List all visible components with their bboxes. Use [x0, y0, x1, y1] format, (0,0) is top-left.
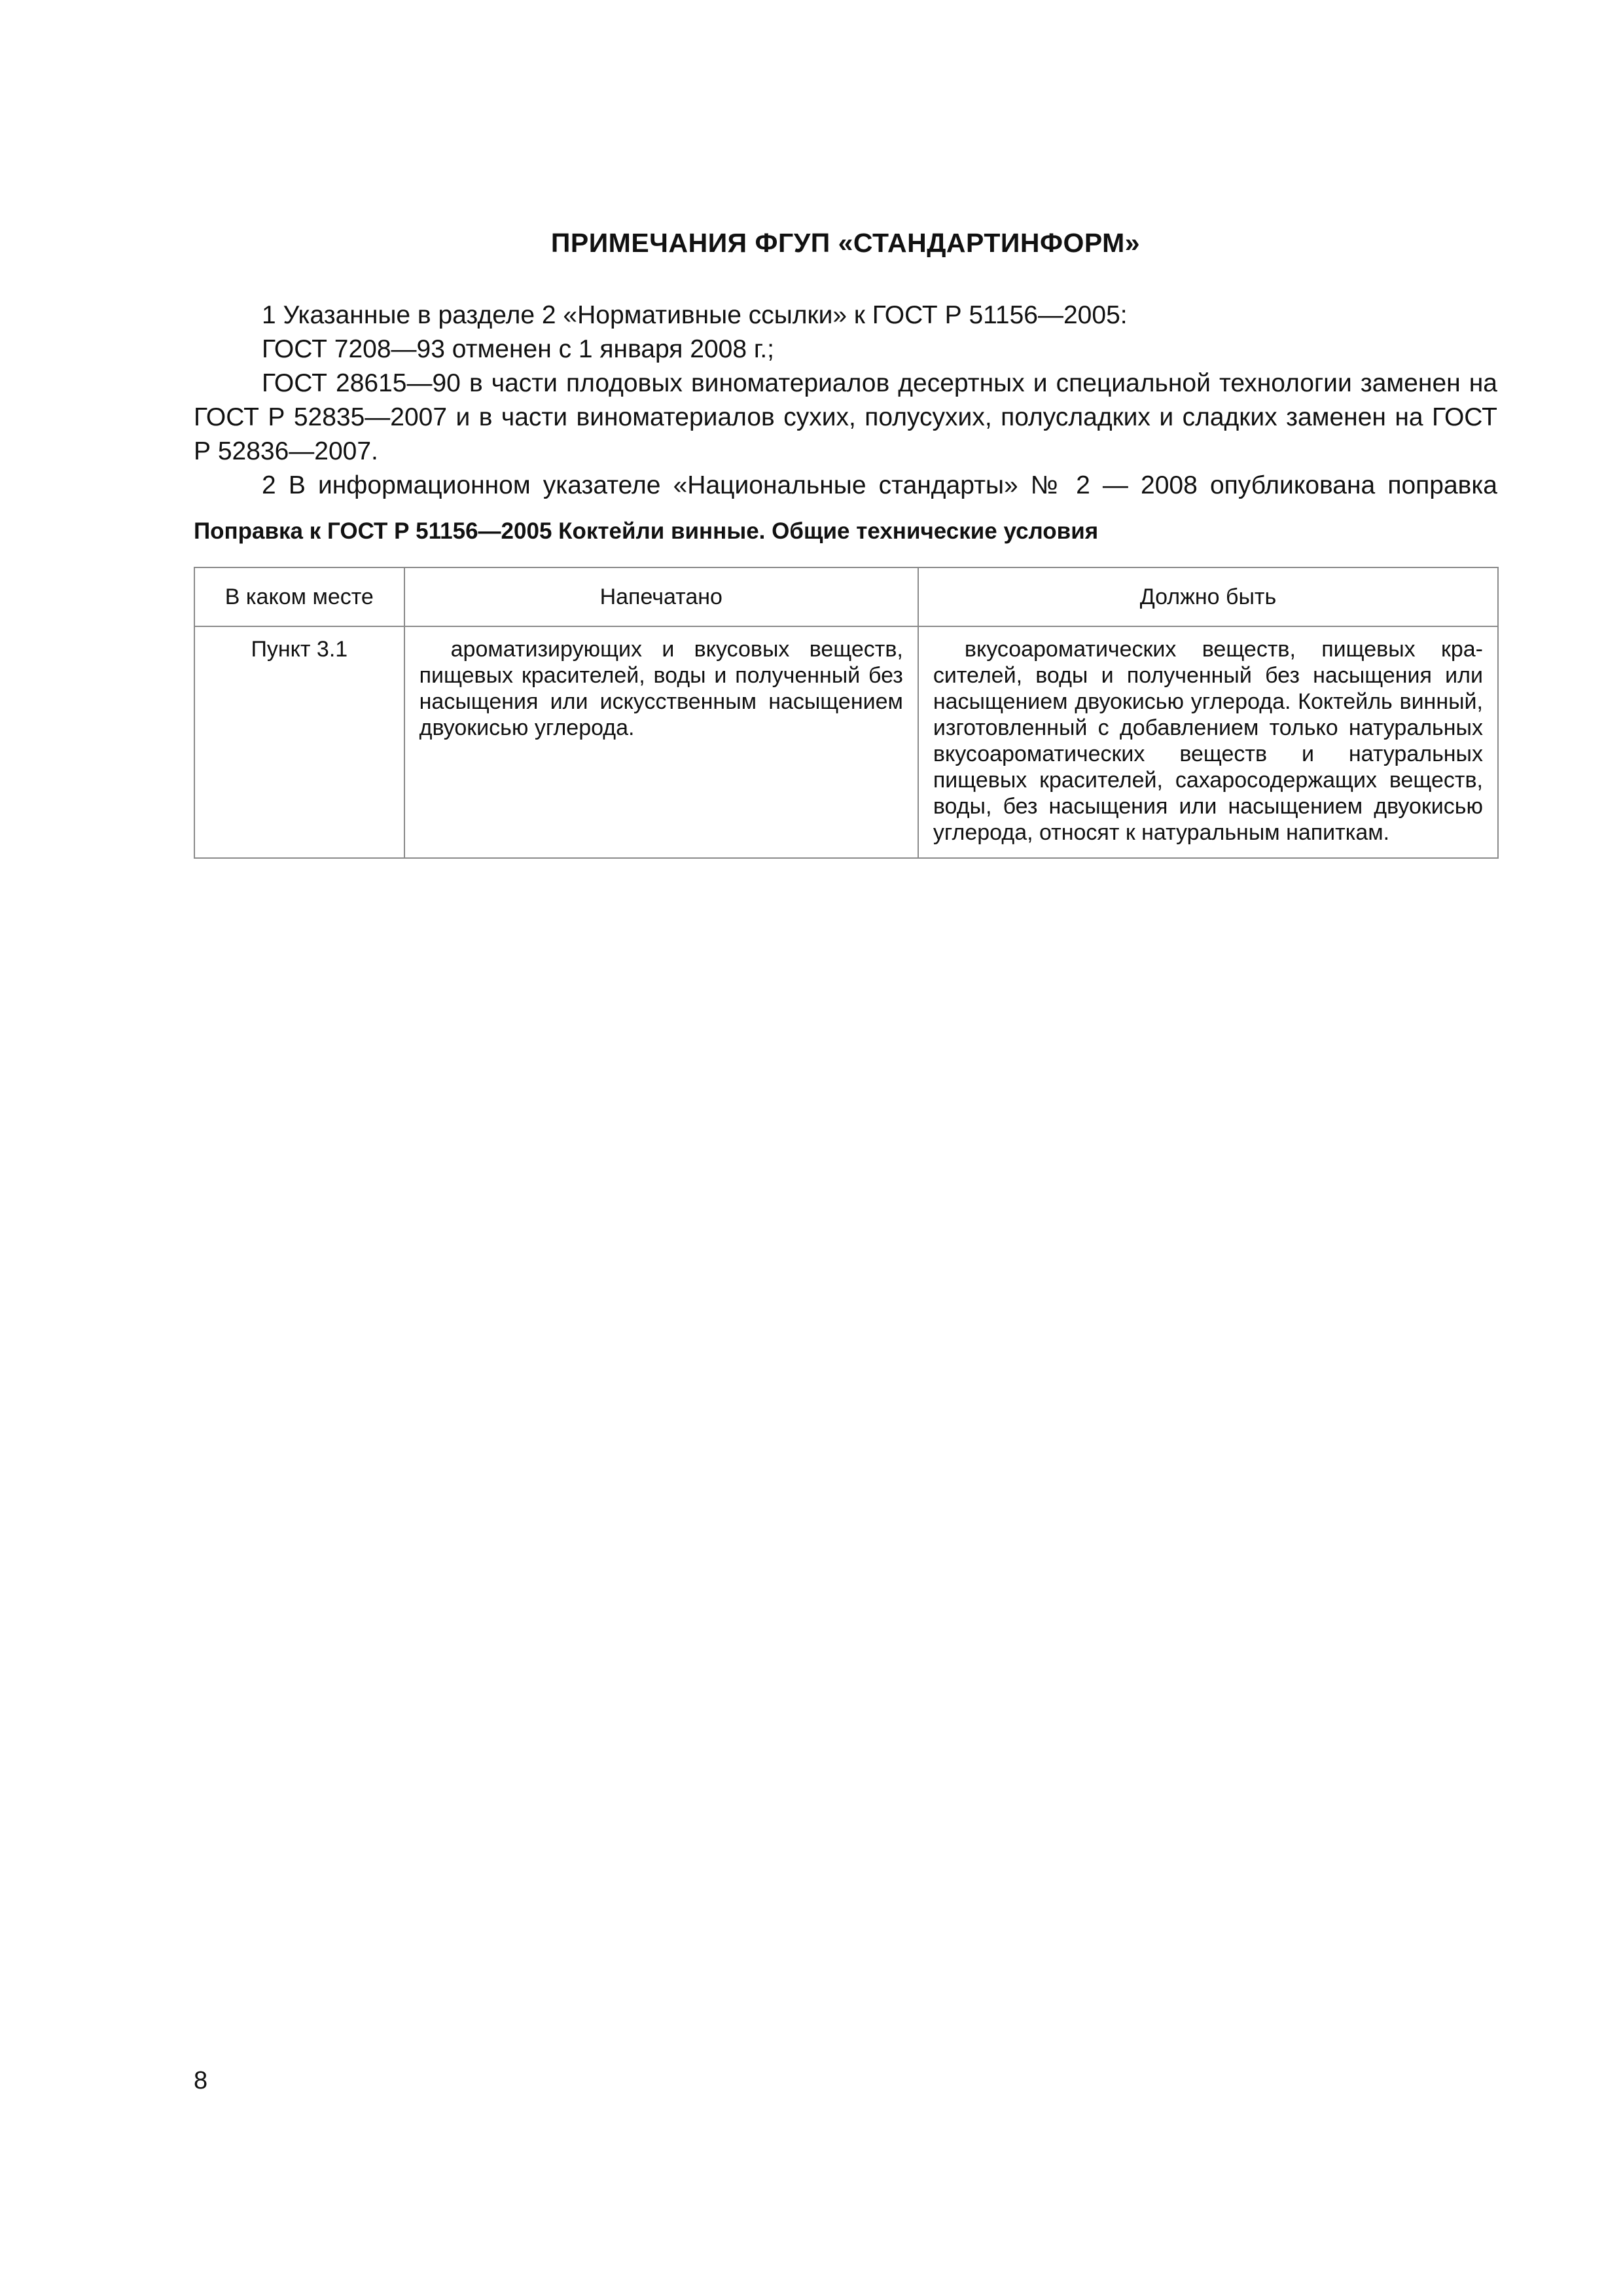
table-row: [194, 626, 1498, 858]
note-2: 2 В информационном указателе «Национальные стандарты» № 2 — 2008 опубликована поправка: [262, 471, 1497, 499]
cell-printed: ароматизирующих и вкусовых веществ, пищевых красителей, воды и полученный без насыщения или искусственным насыщением двуокисью углерода.: [404, 626, 918, 858]
page-number: 8: [194, 2067, 208, 2094]
note-1-item-2: ГОСТ 28615—90 в части плодовых виноматериалов десертных и специальной технологии заменен на ГОСТ Р 52835—2007 и в части виноматериалов сухих, полусухих, полусладких и сладких заменен на ГОСТ Р 52836—2007.: [194, 369, 1497, 465]
cell-should-be: вкусоароматических веществ, пищевых красителей, воды и полученный без насыщения или насыщением двуокисью углерода. Коктейль винный, изготовленный с добавлением только натуральных вкусоароматических веществ и натуральных пищевых красителей, сахаросодержащих веществ, воды, без насыщения или насыщением двуокисью углерода, относят к натуральным напиткам.: [918, 626, 1498, 858]
amendment-table: [194, 567, 1499, 859]
notes-block: [194, 298, 1497, 503]
amendment-caption: Поправка к ГОСТ Р 51156—2005 Коктейли винные. Общие технические условия: [194, 518, 1099, 544]
header-place: В каком месте: [194, 567, 404, 626]
note-1: 1 Указанные в разделе 2 «Нормативные ссылки» к ГОСТ Р 51156—2005:: [262, 301, 1128, 329]
note-1-item-1: ГОСТ 7208—93 отменен с 1 января 2008 г.;: [262, 335, 774, 363]
header-printed: Напечатано: [404, 567, 918, 626]
cell-place: Пункт 3.1: [194, 626, 404, 858]
page-title: ПРИМЕЧАНИЯ ФГУП «СТАНДАРТИНФОРМ»: [550, 228, 1141, 258]
header-should-be: Должно быть: [918, 567, 1498, 626]
table-header-row: [194, 567, 1498, 626]
